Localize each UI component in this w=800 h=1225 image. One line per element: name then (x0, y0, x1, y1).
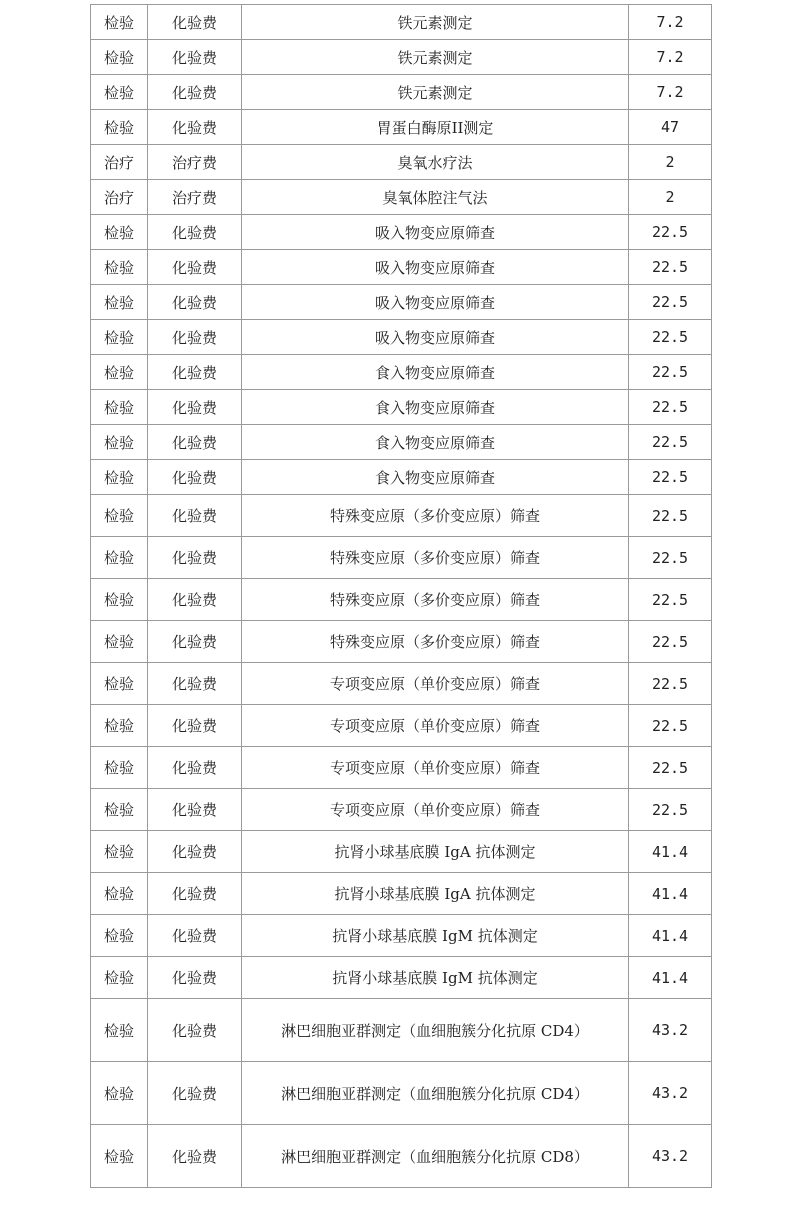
item-name-cell: 铁元素测定 (242, 40, 629, 75)
category-cell: 检验 (91, 285, 148, 320)
item-name-cell: 抗肾小球基底膜 IgA 抗体测定 (242, 873, 629, 915)
table-row (91, 957, 712, 999)
item-name-cell: 臭氧体腔注气法 (242, 180, 629, 215)
table-row (91, 5, 712, 40)
item-name-cell: 淋巴细胞亚群测定（血细胞簇分化抗原 CD4） (242, 1062, 629, 1125)
fee-type-cell: 化验费 (148, 1062, 242, 1125)
fee-type-cell: 化验费 (148, 460, 242, 495)
table-row (91, 831, 712, 873)
table-row (91, 789, 712, 831)
table-row (91, 1125, 712, 1188)
item-name-cell: 吸入物变应原筛查 (242, 215, 629, 250)
fee-table (90, 4, 712, 1188)
category-cell: 检验 (91, 110, 148, 145)
item-name-cell: 抗肾小球基底膜 IgA 抗体测定 (242, 831, 629, 873)
table-row (91, 915, 712, 957)
item-name-cell: 专项变应原（单价变应原）筛查 (242, 705, 629, 747)
price-cell: 41.4 (629, 831, 712, 873)
category-cell: 检验 (91, 250, 148, 285)
fee-type-cell: 化验费 (148, 621, 242, 663)
fee-type-cell: 化验费 (148, 40, 242, 75)
price-cell: 22.5 (629, 705, 712, 747)
item-name-cell: 食入物变应原筛查 (242, 355, 629, 390)
category-cell: 检验 (91, 957, 148, 999)
table-row (91, 250, 712, 285)
fee-type-cell: 化验费 (148, 1125, 242, 1188)
table-row (91, 873, 712, 915)
item-name-cell: 臭氧水疗法 (242, 145, 629, 180)
price-cell: 22.5 (629, 537, 712, 579)
category-cell: 检验 (91, 537, 148, 579)
price-cell: 2 (629, 145, 712, 180)
category-cell: 检验 (91, 579, 148, 621)
price-cell: 7.2 (629, 5, 712, 40)
table-row (91, 579, 712, 621)
category-cell: 检验 (91, 5, 148, 40)
fee-type-cell: 化验费 (148, 250, 242, 285)
price-cell: 22.5 (629, 320, 712, 355)
category-cell: 检验 (91, 1125, 148, 1188)
category-cell: 检验 (91, 75, 148, 110)
category-cell: 检验 (91, 40, 148, 75)
table-row (91, 460, 712, 495)
price-cell: 43.2 (629, 999, 712, 1062)
fee-type-cell: 化验费 (148, 110, 242, 145)
fee-type-cell: 治疗费 (148, 145, 242, 180)
category-cell: 检验 (91, 390, 148, 425)
fee-table-body (91, 5, 712, 1188)
item-name-cell: 专项变应原（单价变应原）筛查 (242, 789, 629, 831)
category-cell: 检验 (91, 747, 148, 789)
item-name-cell: 专项变应原（单价变应原）筛查 (242, 747, 629, 789)
fee-type-cell: 治疗费 (148, 180, 242, 215)
item-name-cell: 食入物变应原筛查 (242, 390, 629, 425)
price-cell: 7.2 (629, 40, 712, 75)
category-cell: 检验 (91, 915, 148, 957)
table-row (91, 705, 712, 747)
item-name-cell: 吸入物变应原筛查 (242, 250, 629, 285)
price-cell: 22.5 (629, 621, 712, 663)
category-cell: 检验 (91, 425, 148, 460)
table-row (91, 495, 712, 537)
fee-type-cell: 化验费 (148, 390, 242, 425)
fee-type-cell: 化验费 (148, 537, 242, 579)
table-row (91, 180, 712, 215)
item-name-cell: 特殊变应原（多价变应原）筛查 (242, 621, 629, 663)
price-cell: 22.5 (629, 579, 712, 621)
table-row (91, 663, 712, 705)
price-cell: 47 (629, 110, 712, 145)
price-cell: 7.2 (629, 75, 712, 110)
item-name-cell: 铁元素测定 (242, 5, 629, 40)
category-cell: 检验 (91, 355, 148, 390)
table-row (91, 1062, 712, 1125)
item-name-cell: 吸入物变应原筛查 (242, 320, 629, 355)
fee-type-cell: 化验费 (148, 579, 242, 621)
fee-type-cell: 化验费 (148, 915, 242, 957)
price-cell: 41.4 (629, 873, 712, 915)
item-name-cell: 吸入物变应原筛查 (242, 285, 629, 320)
category-cell: 检验 (91, 831, 148, 873)
fee-type-cell: 化验费 (148, 285, 242, 320)
category-cell: 检验 (91, 705, 148, 747)
table-row (91, 999, 712, 1062)
price-cell: 22.5 (629, 250, 712, 285)
table-row (91, 621, 712, 663)
item-name-cell: 抗肾小球基底膜 IgM 抗体测定 (242, 957, 629, 999)
price-cell: 22.5 (629, 663, 712, 705)
price-cell: 22.5 (629, 460, 712, 495)
fee-type-cell: 化验费 (148, 663, 242, 705)
category-cell: 检验 (91, 215, 148, 250)
item-name-cell: 抗肾小球基底膜 IgM 抗体测定 (242, 915, 629, 957)
table-row (91, 537, 712, 579)
table-row (91, 285, 712, 320)
category-cell: 检验 (91, 621, 148, 663)
fee-type-cell: 化验费 (148, 747, 242, 789)
price-cell: 22.5 (629, 747, 712, 789)
table-row (91, 110, 712, 145)
price-cell: 41.4 (629, 915, 712, 957)
fee-type-cell: 化验费 (148, 215, 242, 250)
table-row (91, 145, 712, 180)
item-name-cell: 胃蛋白酶原ⅠⅠ测定 (242, 110, 629, 145)
fee-type-cell: 化验费 (148, 355, 242, 390)
item-name-cell: 铁元素测定 (242, 75, 629, 110)
price-cell: 22.5 (629, 355, 712, 390)
fee-type-cell: 化验费 (148, 831, 242, 873)
fee-type-cell: 化验费 (148, 75, 242, 110)
price-cell: 22.5 (629, 425, 712, 460)
table-row (91, 215, 712, 250)
item-name-cell: 专项变应原（单价变应原）筛查 (242, 663, 629, 705)
item-name-cell: 食入物变应原筛查 (242, 425, 629, 460)
fee-type-cell: 化验费 (148, 425, 242, 460)
category-cell: 检验 (91, 873, 148, 915)
price-cell: 22.5 (629, 390, 712, 425)
category-cell: 检验 (91, 460, 148, 495)
category-cell: 检验 (91, 663, 148, 705)
table-row (91, 320, 712, 355)
fee-type-cell: 化验费 (148, 320, 242, 355)
category-cell: 治疗 (91, 180, 148, 215)
fee-type-cell: 化验费 (148, 5, 242, 40)
table-row (91, 355, 712, 390)
table-row (91, 425, 712, 460)
fee-type-cell: 化验费 (148, 999, 242, 1062)
item-name-cell: 特殊变应原（多价变应原）筛查 (242, 537, 629, 579)
price-cell: 43.2 (629, 1125, 712, 1188)
item-name-cell: 特殊变应原（多价变应原）筛查 (242, 579, 629, 621)
fee-type-cell: 化验费 (148, 789, 242, 831)
item-name-cell: 特殊变应原（多价变应原）筛查 (242, 495, 629, 537)
category-cell: 治疗 (91, 145, 148, 180)
category-cell: 检验 (91, 789, 148, 831)
price-cell: 2 (629, 180, 712, 215)
category-cell: 检验 (91, 320, 148, 355)
price-cell: 41.4 (629, 957, 712, 999)
fee-type-cell: 化验费 (148, 495, 242, 537)
fee-type-cell: 化验费 (148, 705, 242, 747)
price-cell: 22.5 (629, 789, 712, 831)
fee-type-cell: 化验费 (148, 873, 242, 915)
category-cell: 检验 (91, 1062, 148, 1125)
price-cell: 43.2 (629, 1062, 712, 1125)
item-name-cell: 食入物变应原筛查 (242, 460, 629, 495)
table-row (91, 75, 712, 110)
price-cell: 22.5 (629, 495, 712, 537)
table-row (91, 747, 712, 789)
fee-type-cell: 化验费 (148, 957, 242, 999)
table-row (91, 390, 712, 425)
table-row (91, 40, 712, 75)
price-cell: 22.5 (629, 215, 712, 250)
price-cell: 22.5 (629, 285, 712, 320)
item-name-cell: 淋巴细胞亚群测定（血细胞簇分化抗原 CD8） (242, 1125, 629, 1188)
category-cell: 检验 (91, 495, 148, 537)
item-name-cell: 淋巴细胞亚群测定（血细胞簇分化抗原 CD4） (242, 999, 629, 1062)
category-cell: 检验 (91, 999, 148, 1062)
